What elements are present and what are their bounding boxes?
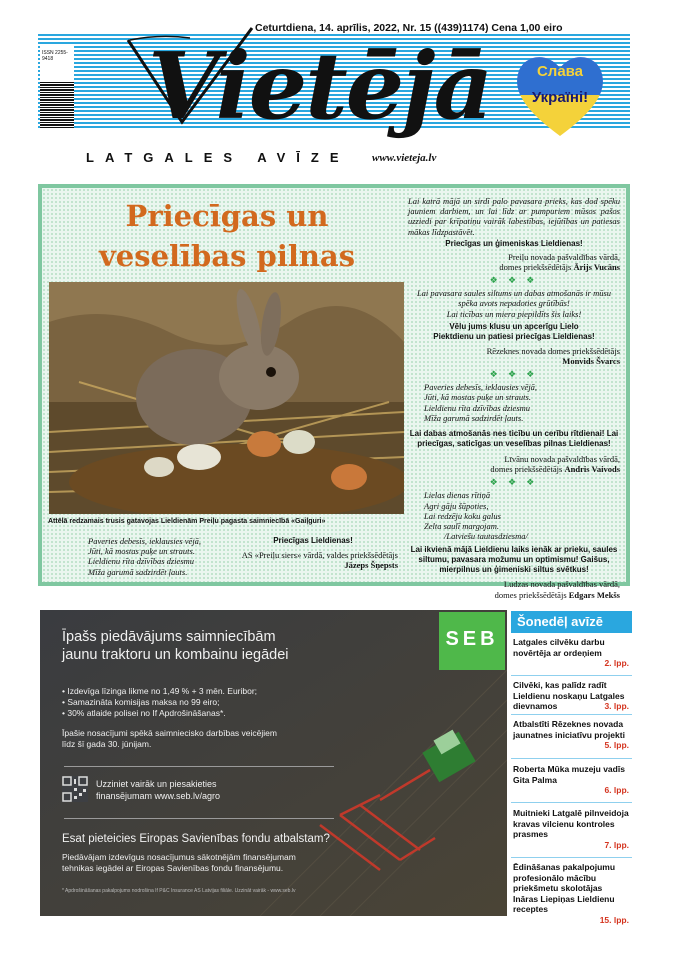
ad-qr-text-2[interactable]: finansējumam www.seb.lv/agro [96, 791, 221, 801]
poem4-line: Lai redzēju koku galus [424, 510, 501, 521]
sig1 [408, 262, 620, 272]
greeting-wish-4: Lai ikvienā mājā Lieldienu laiks ienāk ar prieku, saules siltumu, pavasara možumu un optimismu! Gaišus, mierpilnus un ģimeniski siltus svētkus! [410, 545, 618, 575]
sig4-title: domes priekšsēdētājs [494, 589, 567, 600]
sidebar-item-text: Atbalstīti Rēzeknes novada jaunatnes iniciatīvu projekti [513, 719, 625, 740]
greeting-poem-4 [408, 490, 620, 541]
sidebar-title: Šonedēļ avīzē [517, 614, 603, 629]
ad-divider [64, 766, 334, 767]
sidebar-item-text: Roberta Mūka muzeju vadīs Gita Palma [513, 764, 625, 785]
poem4-source: /Latviešu tautasdziesma/ [444, 531, 528, 542]
ad-headline [62, 628, 289, 664]
left-poem [88, 536, 248, 577]
rabbit-in-basket-image [49, 282, 404, 514]
ad-eu-offer-2: tehnikas iegādei ar Eiropas Savienības fondu finansējumu. [62, 863, 284, 873]
sidebar-item-page: 5. lpp. [604, 740, 629, 750]
sidebar-item-page: 15. lpp. [599, 914, 629, 925]
rabbit-photo [49, 282, 404, 514]
greeting-wish-2: Vēlu jums klusu un apcerīgu Lielo Piektdienu un patiesi priecīgas Lieldienas! [433, 321, 595, 341]
sidebar-item[interactable] [513, 637, 629, 669]
sig4 [408, 590, 620, 600]
sidebar-item[interactable] [513, 719, 629, 751]
poem3-line: Lieldienu rīta dzīvības dziesmu [424, 402, 531, 413]
sidebar-item[interactable] [513, 862, 629, 925]
sidebar-separator [511, 857, 632, 858]
sidebar-separator [511, 675, 632, 676]
poem3-line: Paveries debesīs, ieklausies vējā, [424, 382, 538, 393]
newspaper-logo: Vietējā [148, 32, 492, 140]
greeting-poem-2a: Lai pavasara saules siltums un dabas atmošanās ir mūsu spēka avots nepadoties grūtībās! [416, 288, 612, 309]
poem4-line: Lielas dienas rītiņā [424, 490, 491, 501]
sidebar-item-text: Muitnieki Latgalē pilnveidoja kravas vilcienu kontroles prasmes [513, 808, 629, 839]
ad-bullet: • Samazināta komisijas maksa no 99 eiro; [62, 697, 220, 707]
poem4-line: Zelta saulī margojam. [424, 521, 500, 532]
ukraine-badge-text [512, 64, 608, 106]
ad-bullet: • Izdevīga līzinga likme no 1,49 % + 3 mēn. Euribor; [62, 686, 258, 696]
sig1-name: Ārijs Vucāns [573, 262, 620, 273]
sig1-role: Preiļu novada pašvaldības vārdā, [508, 251, 620, 262]
ad-question: Esat pieteicies Eiropas Savienības fondu atbalstam? [62, 833, 330, 845]
greeting-poem-3 [408, 382, 620, 423]
diamond-divider-icon: ❖ ❖ ❖ [489, 477, 539, 488]
poem3-line: Jūti, kā mostas puķe un strauts. [424, 392, 531, 403]
photo-caption: Attēlā redzamais trusis gatavojas Lieldienām Preiļu pagasta saimniecībā «Gaiļguri» [48, 518, 326, 525]
badge-line-1: Слава [536, 63, 584, 80]
sidebar-separator [511, 758, 632, 759]
sidebar-item-text: Cilvēki, kas palīdz radīt Lieldienu noskaņu Latgales dievnamos [513, 680, 625, 711]
ad-headline-1: Īpašs piedāvājums saimniecībām [62, 629, 276, 645]
greetings-column [408, 196, 620, 600]
left-poem-line: Mīža garumā sadzirdēt ļauts. [88, 566, 188, 577]
ad-headline-2: jaunu traktoru un kombainu iegādei [62, 647, 289, 663]
poem3-line: Mīža garumā sadzirdēt ļauts. [424, 412, 524, 423]
ad-bullets [62, 686, 257, 719]
ad-divider [64, 818, 334, 819]
badge-line-2: Україні! [531, 89, 589, 106]
seb-logo: SEB [445, 628, 499, 650]
website-url[interactable]: www.vieteja.lv [372, 152, 437, 164]
sig3-title: domes priekšsēdētājs [490, 464, 563, 475]
left-poem-line: Jūti, kā mostas puķe un strauts. [88, 546, 195, 557]
diamond-divider-icon: ❖ ❖ ❖ [489, 275, 539, 286]
mid-sig-name: Jāzeps Šņepsts [344, 560, 398, 571]
sidebar-item-page: 3. lpp. [604, 701, 629, 711]
sidebar-title-bar [511, 611, 632, 633]
greeting-poem-1: Lai katrā mājā un sirdī palo pavasara prieks, kas dod spēku jauniem darbiem, un lai līdz ar pumpuriem mūsos pašos uzziedi par krīpatiņu vairāk labestības, iejūtības un patiesas mākas līdzpastāvēt. [408, 196, 620, 237]
ad-terms [62, 728, 277, 750]
sig1-title: domes priekšsēdētājs [499, 262, 572, 273]
sig3-role: Līvānu novada pašvaldības vārdā, [504, 454, 620, 465]
sig2 [408, 356, 620, 366]
left-poem-line: Lieldienu rīta dzīvības dziesmu [88, 556, 195, 567]
sidebar-item[interactable] [513, 764, 629, 796]
diamond-divider-icon: ❖ ❖ ❖ [489, 369, 539, 380]
sig3 [408, 464, 620, 474]
sig4-name: Edgars Mekšs [568, 589, 620, 600]
preilu-siers-greeting [228, 536, 398, 570]
sig4-role: Ludzas novada pašvaldības vārdā, [503, 579, 620, 590]
qr-code-icon[interactable] [62, 776, 88, 802]
ad-qr-text-1: Uzziniet vairāk un piesakieties [96, 779, 217, 789]
sidebar-item-text: Latgales cilvēku darbu novērtēja ar ordeņiem [513, 637, 605, 658]
sidebar-item-text: Ēdināšanas pakalpojumu profesionālo mācību priekšmetu skolotājas Ināras Liepiņas Lieldienu receptes [513, 862, 616, 914]
mid-sig-role: AS «Preiļu siers» vārdā, valdes priekšsēdētājs [241, 550, 398, 560]
sidebar-item[interactable] [513, 680, 629, 712]
poem4-line: Agri gāju šūpoties, [424, 500, 489, 511]
sidebar-item-page: 6. lpp. [604, 785, 629, 795]
ad-eu-offer-1: Piedāvājam izdevīgus nosacījumus sākotnējām finansējumam [62, 852, 296, 862]
sidebar-separator [511, 714, 632, 715]
sig2-role: Rēzeknes novada domes priekšsēdētājs [486, 345, 620, 356]
greeting-poem-2b: Lai ticības un miera piepildīts šis laiks! [446, 308, 582, 319]
issue-line: Ceturtdiena, 14. aprīlis, 2022, Nr. 15 ((439)1174) Cena 1,00 eiro [255, 22, 563, 34]
ad-eu-offer [62, 852, 296, 874]
ad-terms-2: līdz šī gada 30. jūnijam. [62, 739, 152, 749]
ad-terms-1: Īpašie nosacījumi spēkā saimniecisko darbības veicējiem [62, 728, 277, 738]
newspaper-subtitle: LATGALES AVĪZE [86, 150, 350, 165]
mid-wish: Priecīgas Lieldienas! [273, 536, 353, 545]
easter-headline: Priecīgas un veselības pilnas [98, 199, 356, 273]
left-poem-line: Paveries debesīs, ieklausies vējā, [88, 536, 202, 546]
sig3-name: Andris Vaivods [564, 464, 620, 475]
ad-footnote: * Apdrošināšanas pakalpojums nodrošina If P&C Insurance AS Latvijas filiāle. Uzzināt vairāk - www.seb.lv [62, 888, 296, 894]
barcode-icon [40, 82, 74, 128]
issn-label: ISSN 2255-9418 [42, 50, 68, 62]
sidebar-item-page: 2. lpp. [604, 658, 629, 668]
sidebar-separator [511, 802, 632, 803]
sig2-name: Monvids Švarcs [562, 356, 620, 367]
sidebar-item-page: 7. lpp. [604, 839, 629, 850]
ad-bullet: • 30% atlaide polisei no If Apdrošināšanas*. [62, 708, 226, 718]
ad-qr-text [96, 778, 220, 802]
sidebar-item[interactable] [513, 808, 629, 850]
greeting-wish-3: Lai dabas atmošanās nes ticību un cerību rītdienai! Lai priecīgas, saticīgas un veselības pilnas Lieldienas! [409, 429, 619, 449]
greeting-wish-1: Priecīgas un ģimeniskas Lieldienas! [445, 238, 583, 248]
